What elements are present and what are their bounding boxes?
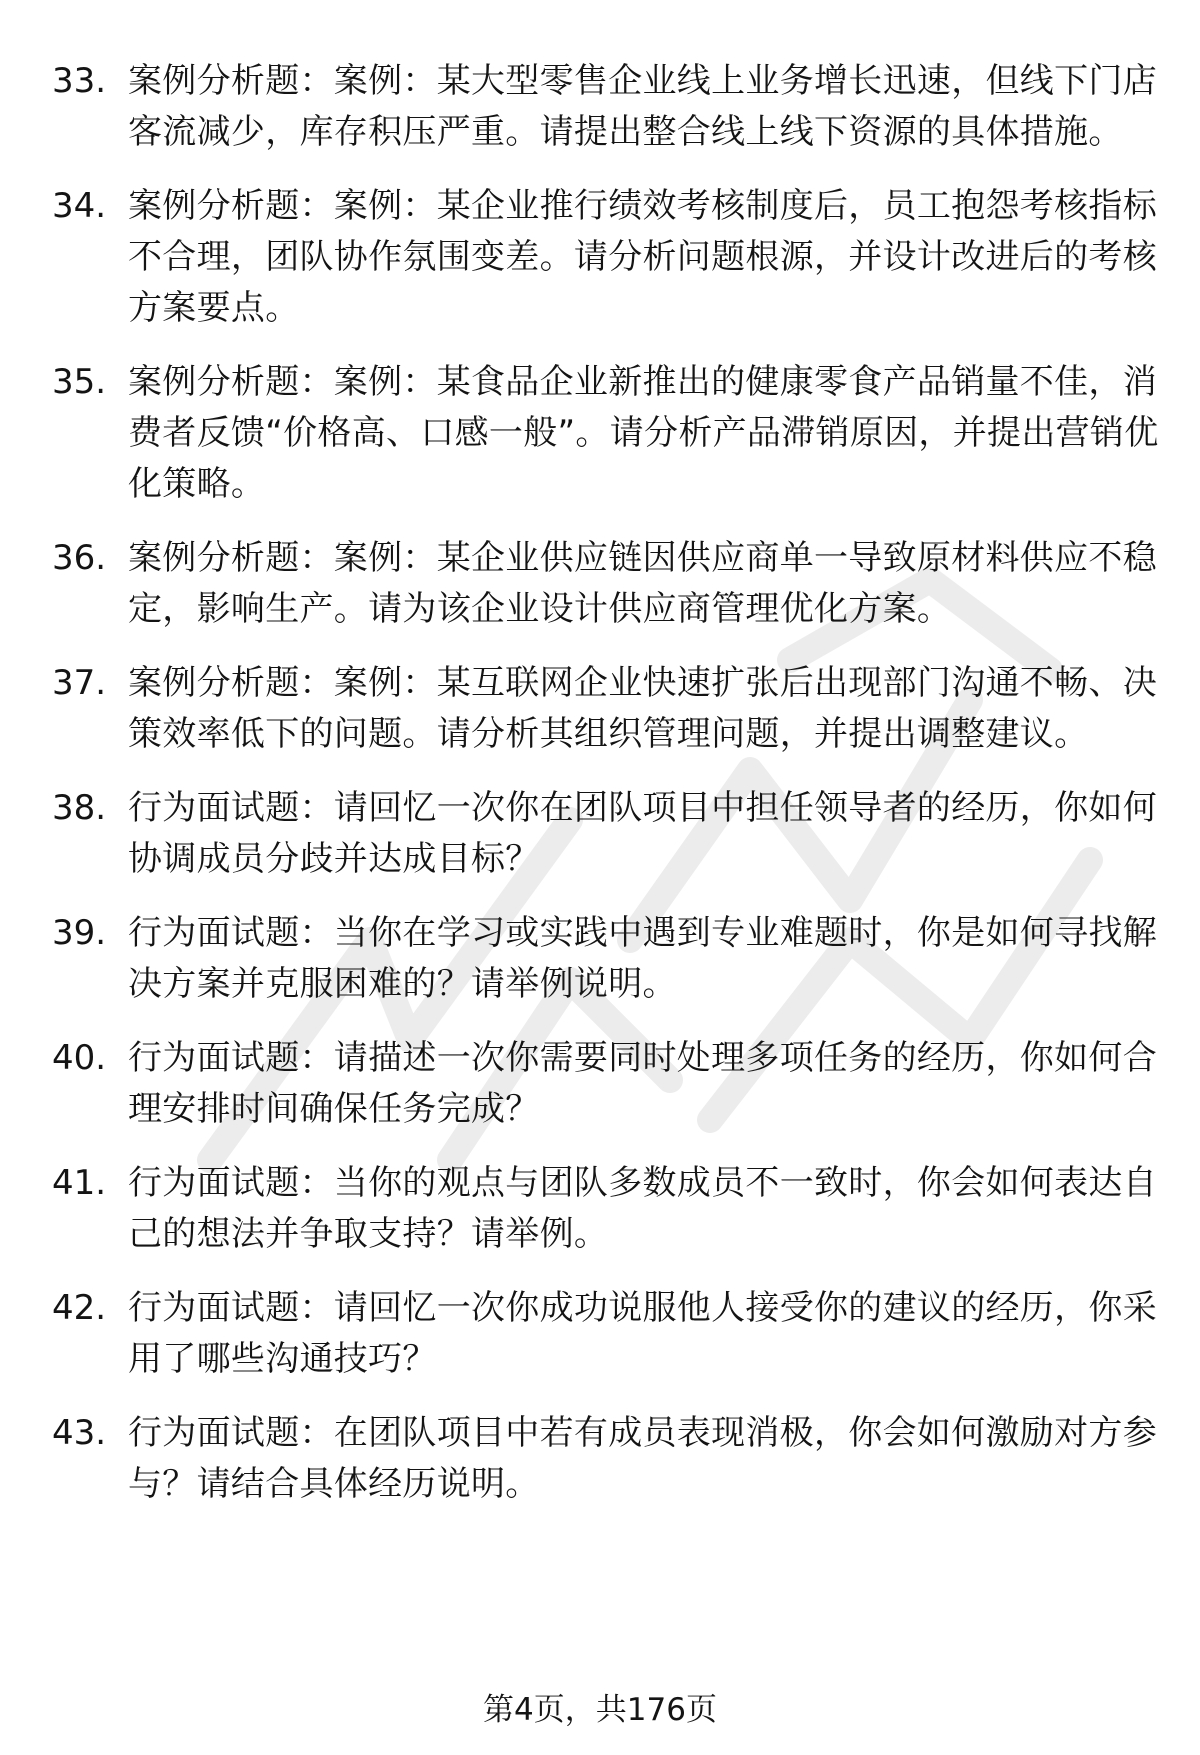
question-text: 案例分析题：案例：某企业推行绩效考核制度后，员工抱怨考核指标不合理，团队协作氛围变差。请分析问题根源，并设计改进后的考核方案要点。 xyxy=(128,186,1157,328)
question-number: 41. xyxy=(52,1163,107,1203)
question-text: 行为面试题：请描述一次你需要同时处理多项任务的经历，你如何合理安排时间确保任务完成？ xyxy=(128,1038,1157,1129)
question-number: 43. xyxy=(52,1413,107,1453)
page-footer: 第4页，共176页 xyxy=(483,1692,717,1728)
question-number: 42. xyxy=(52,1288,107,1328)
question-item xyxy=(52,1158,1162,1260)
question-text: 案例分析题：案例：某企业供应链因供应商单一导致原材料供应不稳定，影响生产。请为该企业设计供应商管理优化方案。 xyxy=(128,538,1157,629)
question-text: 行为面试题：请回忆一次你在团队项目中担任领导者的经历，你如何协调成员分歧并达成目标？ xyxy=(128,788,1157,879)
question-number: 36. xyxy=(52,538,107,578)
question-list xyxy=(52,56,1162,1510)
question-number: 40. xyxy=(52,1038,107,1078)
question-number: 38. xyxy=(52,788,107,828)
question-number: 34. xyxy=(52,186,107,226)
question-item xyxy=(52,908,1162,1010)
question-item xyxy=(52,56,1162,158)
question-text: 行为面试题：当你的观点与团队多数成员不一致时，你会如何表达自己的想法并争取支持？请举例。 xyxy=(128,1163,1157,1254)
question-number: 37. xyxy=(52,663,107,703)
question-text: 案例分析题：案例：某大型零售企业线上业务增长迅速，但线下门店客流减少，库存积压严重。请提出整合线上线下资源的具体措施。 xyxy=(128,61,1157,152)
question-text: 行为面试题：当你在学习或实践中遇到专业难题时，你是如何寻找解决方案并克服困难的？请举例说明。 xyxy=(128,913,1157,1004)
question-item xyxy=(52,181,1162,334)
question-number: 33. xyxy=(52,61,107,101)
question-text: 案例分析题：案例：某互联网企业快速扩张后出现部门沟通不畅、决策效率低下的问题。请分析其组织管理问题，并提出调整建议。 xyxy=(128,663,1157,754)
question-text: 行为面试题：请回忆一次你成功说服他人接受你的建议的经历，你采用了哪些沟通技巧？ xyxy=(128,1288,1157,1379)
question-text: 行为面试题：在团队项目中若有成员表现消极，你会如何激励对方参与？请结合具体经历说明。 xyxy=(128,1413,1157,1504)
question-item xyxy=(52,357,1162,510)
question-item xyxy=(52,1033,1162,1135)
question-item xyxy=(52,533,1162,635)
question-number: 35. xyxy=(52,362,107,402)
question-item xyxy=(52,658,1162,760)
question-item xyxy=(52,783,1162,885)
question-number: 39. xyxy=(52,913,107,953)
question-text: 案例分析题：案例：某食品企业新推出的健康零食产品销量不佳，消费者反馈“价格高、口感一般”。请分析产品滞销原因，并提出营销优化策略。 xyxy=(128,362,1159,504)
question-item xyxy=(52,1283,1162,1385)
question-item xyxy=(52,1408,1162,1510)
